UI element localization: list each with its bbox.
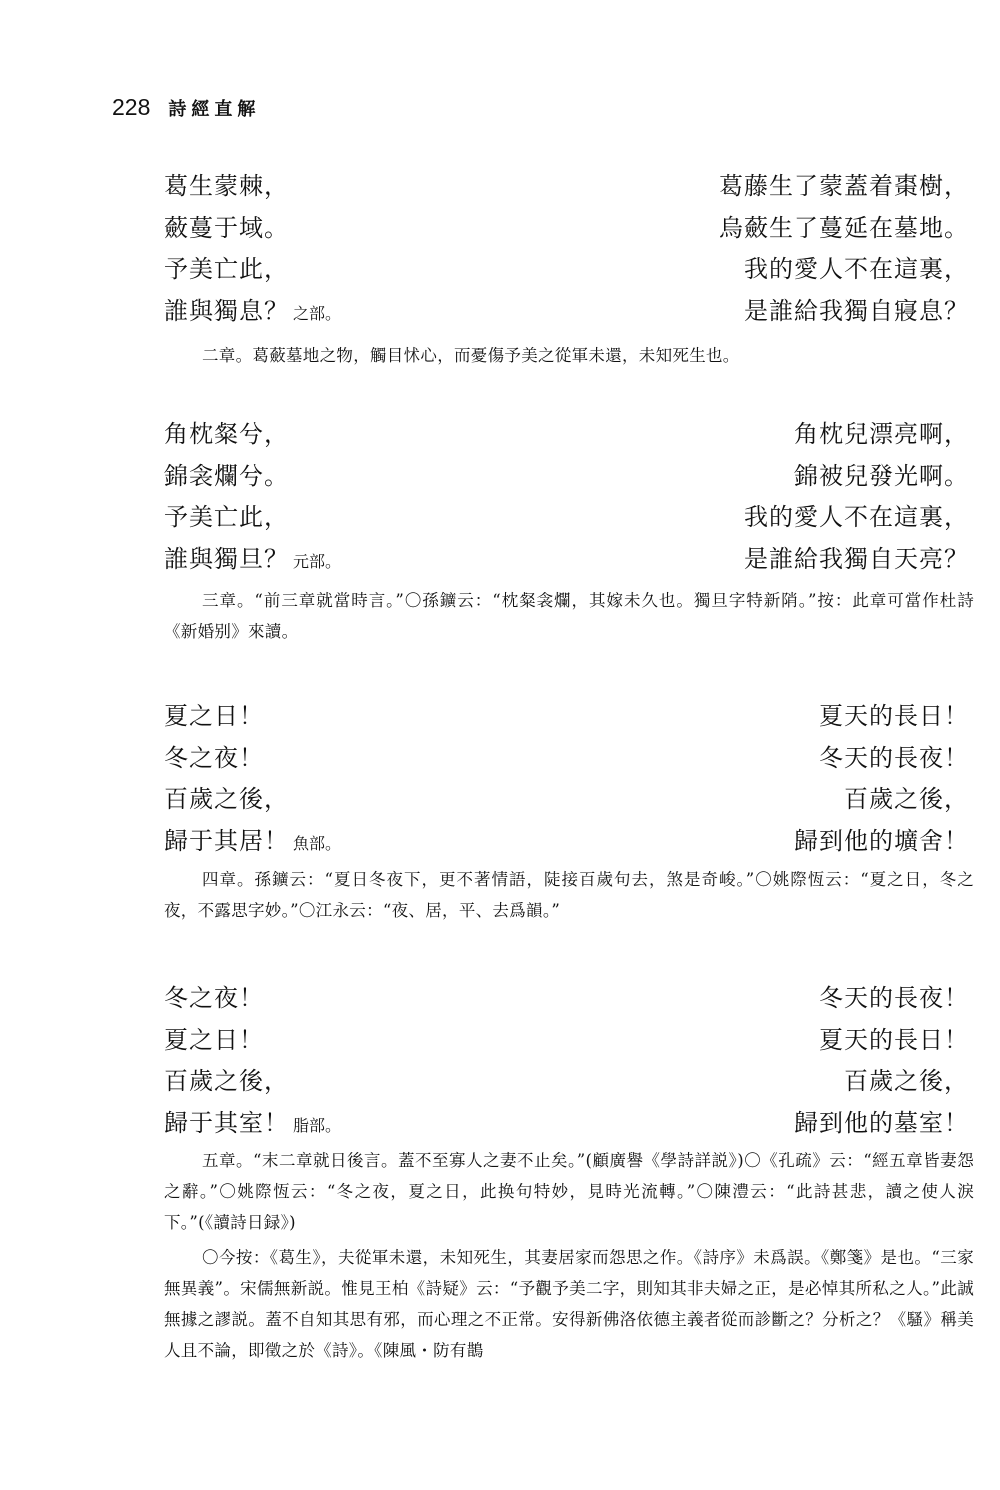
page-header (112, 94, 260, 124)
verse-line (164, 1061, 969, 1103)
page-number: 228 (112, 94, 151, 120)
verse-line (164, 249, 969, 291)
original-line: 予美亡此， (164, 503, 289, 531)
stanza-5 (164, 978, 969, 1144)
verse-line (164, 414, 969, 456)
translation-line: 百歲之後， (844, 785, 969, 813)
commentary-paragraph: 四章。孫鑛云：“夏日冬夜下，更不著情語，陡接百歲句去，煞是奇峻。”〇姚際恆云：“夏之日，冬之夜，不露思字妙。”〇江永云：“夜、居，平、去爲韻。” (164, 870, 974, 920)
commentary-note (164, 1145, 974, 1366)
commentary-note (164, 864, 974, 926)
original-line: 予美亡此， (164, 255, 289, 283)
translation-line: 是誰給我獨自天亮？ (744, 544, 969, 573)
original-line: 角枕粲兮， (164, 420, 289, 448)
verse-line (164, 456, 969, 498)
translation-line: 冬天的長夜！ (819, 984, 969, 1012)
book-title: 詩經直解 (168, 99, 261, 120)
original-line: 葛生蒙棘， (164, 172, 289, 200)
translation-line: 葛藤生了蒙蓋着棗樹， (719, 172, 969, 200)
translation-line: 我的愛人不在這裏， (744, 255, 969, 283)
original-line: 歸于其室！ 脂部。 (164, 1108, 342, 1137)
original-line: 蘞蔓于域。 (164, 213, 289, 242)
verse-line (164, 738, 969, 780)
original-line: 夏之日！ (164, 1025, 264, 1054)
translation-line: 是誰給我獨自寢息？ (744, 296, 969, 325)
translation-line: 歸到他的壙舍！ (794, 826, 969, 855)
commentary-paragraph: 二章。葛蘞墓地之物，觸目怵心，而憂傷予美之從軍未還，未知死生也。 (202, 346, 740, 365)
commentary-note (164, 585, 974, 647)
commentary-paragraph: 三章。“前三章就當時言。”〇孫鑛云：“枕粲衾爛，其嫁未久也。獨旦字特新陗。”按：此章可當作杜詩《新婚别》來讀。 (164, 591, 974, 641)
translation-line: 百歲之後， (844, 1067, 969, 1095)
translation-line: 夏天的長日！ (819, 702, 969, 730)
translation-line: 角枕兒漂亮啊， (794, 420, 969, 448)
verse-line (164, 696, 969, 738)
original-line: 夏之日！ (164, 702, 264, 730)
stanza-3 (164, 414, 969, 580)
verse-line (164, 208, 969, 250)
commentary-note (164, 340, 974, 371)
verse-line (164, 539, 969, 581)
original-line: 誰與獨旦？ 元部。 (164, 544, 342, 573)
original-line: 冬之夜！ (164, 743, 264, 772)
verse-line (164, 1020, 969, 1062)
rhyme-note: 脂部。 (293, 1115, 342, 1135)
rhyme-note: 元部。 (293, 551, 342, 571)
verse-line (164, 821, 969, 863)
translation-line: 夏天的長日！ (819, 1025, 969, 1054)
stanza-4 (164, 696, 969, 862)
verse-line (164, 166, 969, 208)
commentary-paragraph: 五章。“末二章就日後言。蓋不至寡人之妻不止矣。”(顧廣譽《學詩詳説》)〇《孔疏》云：“經五章皆妻怨之辭。”〇姚際恆云：“冬之夜，夏之日，此换句特妙，見時光流轉。”〇陳澧云：“此詩甚悲，讀之使人淚下。”(《讀詩日録》) (164, 1151, 974, 1232)
original-line: 錦衾爛兮。 (164, 461, 289, 490)
translation-line: 烏蘞生了蔓延在墓地。 (719, 213, 969, 242)
rhyme-note: 魚部。 (293, 833, 342, 853)
verse-line (164, 978, 969, 1020)
translation-line: 錦被兒發光啊。 (794, 461, 969, 490)
verse-line (164, 1103, 969, 1145)
original-line: 誰與獨息？ 之部。 (164, 296, 342, 325)
commentary-paragraph: 〇今按：《葛生》，夫從軍未還，未知死生，其妻居家而怨思之作。《詩序》未爲誤。《鄭箋》是也。“三家無異義”。宋儒無新説。惟見王柏《詩疑》云：“予觀予美二字，則知其非夫婦之正，是必悼其所私之人。”此誠無據之謬説。蓋不自知其思有邪，而心理之不正常。安得新佛洛依德主義者從而診斷之？分析之？《騷》稱美人且不論，即徵之於《詩》。《陳風・防有鵲 (164, 1248, 974, 1360)
rhyme-note: 之部。 (293, 303, 342, 323)
verse-line (164, 779, 969, 821)
original-line: 歸于其居！ 魚部。 (164, 826, 342, 855)
verse-line (164, 291, 969, 333)
stanza-2 (164, 166, 969, 332)
verse-line (164, 497, 969, 539)
original-line: 百歲之後， (164, 1067, 289, 1095)
original-line: 冬之夜！ (164, 984, 264, 1012)
translation-line: 歸到他的墓室！ (794, 1108, 969, 1137)
translation-line: 我的愛人不在這裏， (744, 503, 969, 531)
original-line: 百歲之後， (164, 785, 289, 813)
translation-line: 冬天的長夜！ (819, 743, 969, 772)
